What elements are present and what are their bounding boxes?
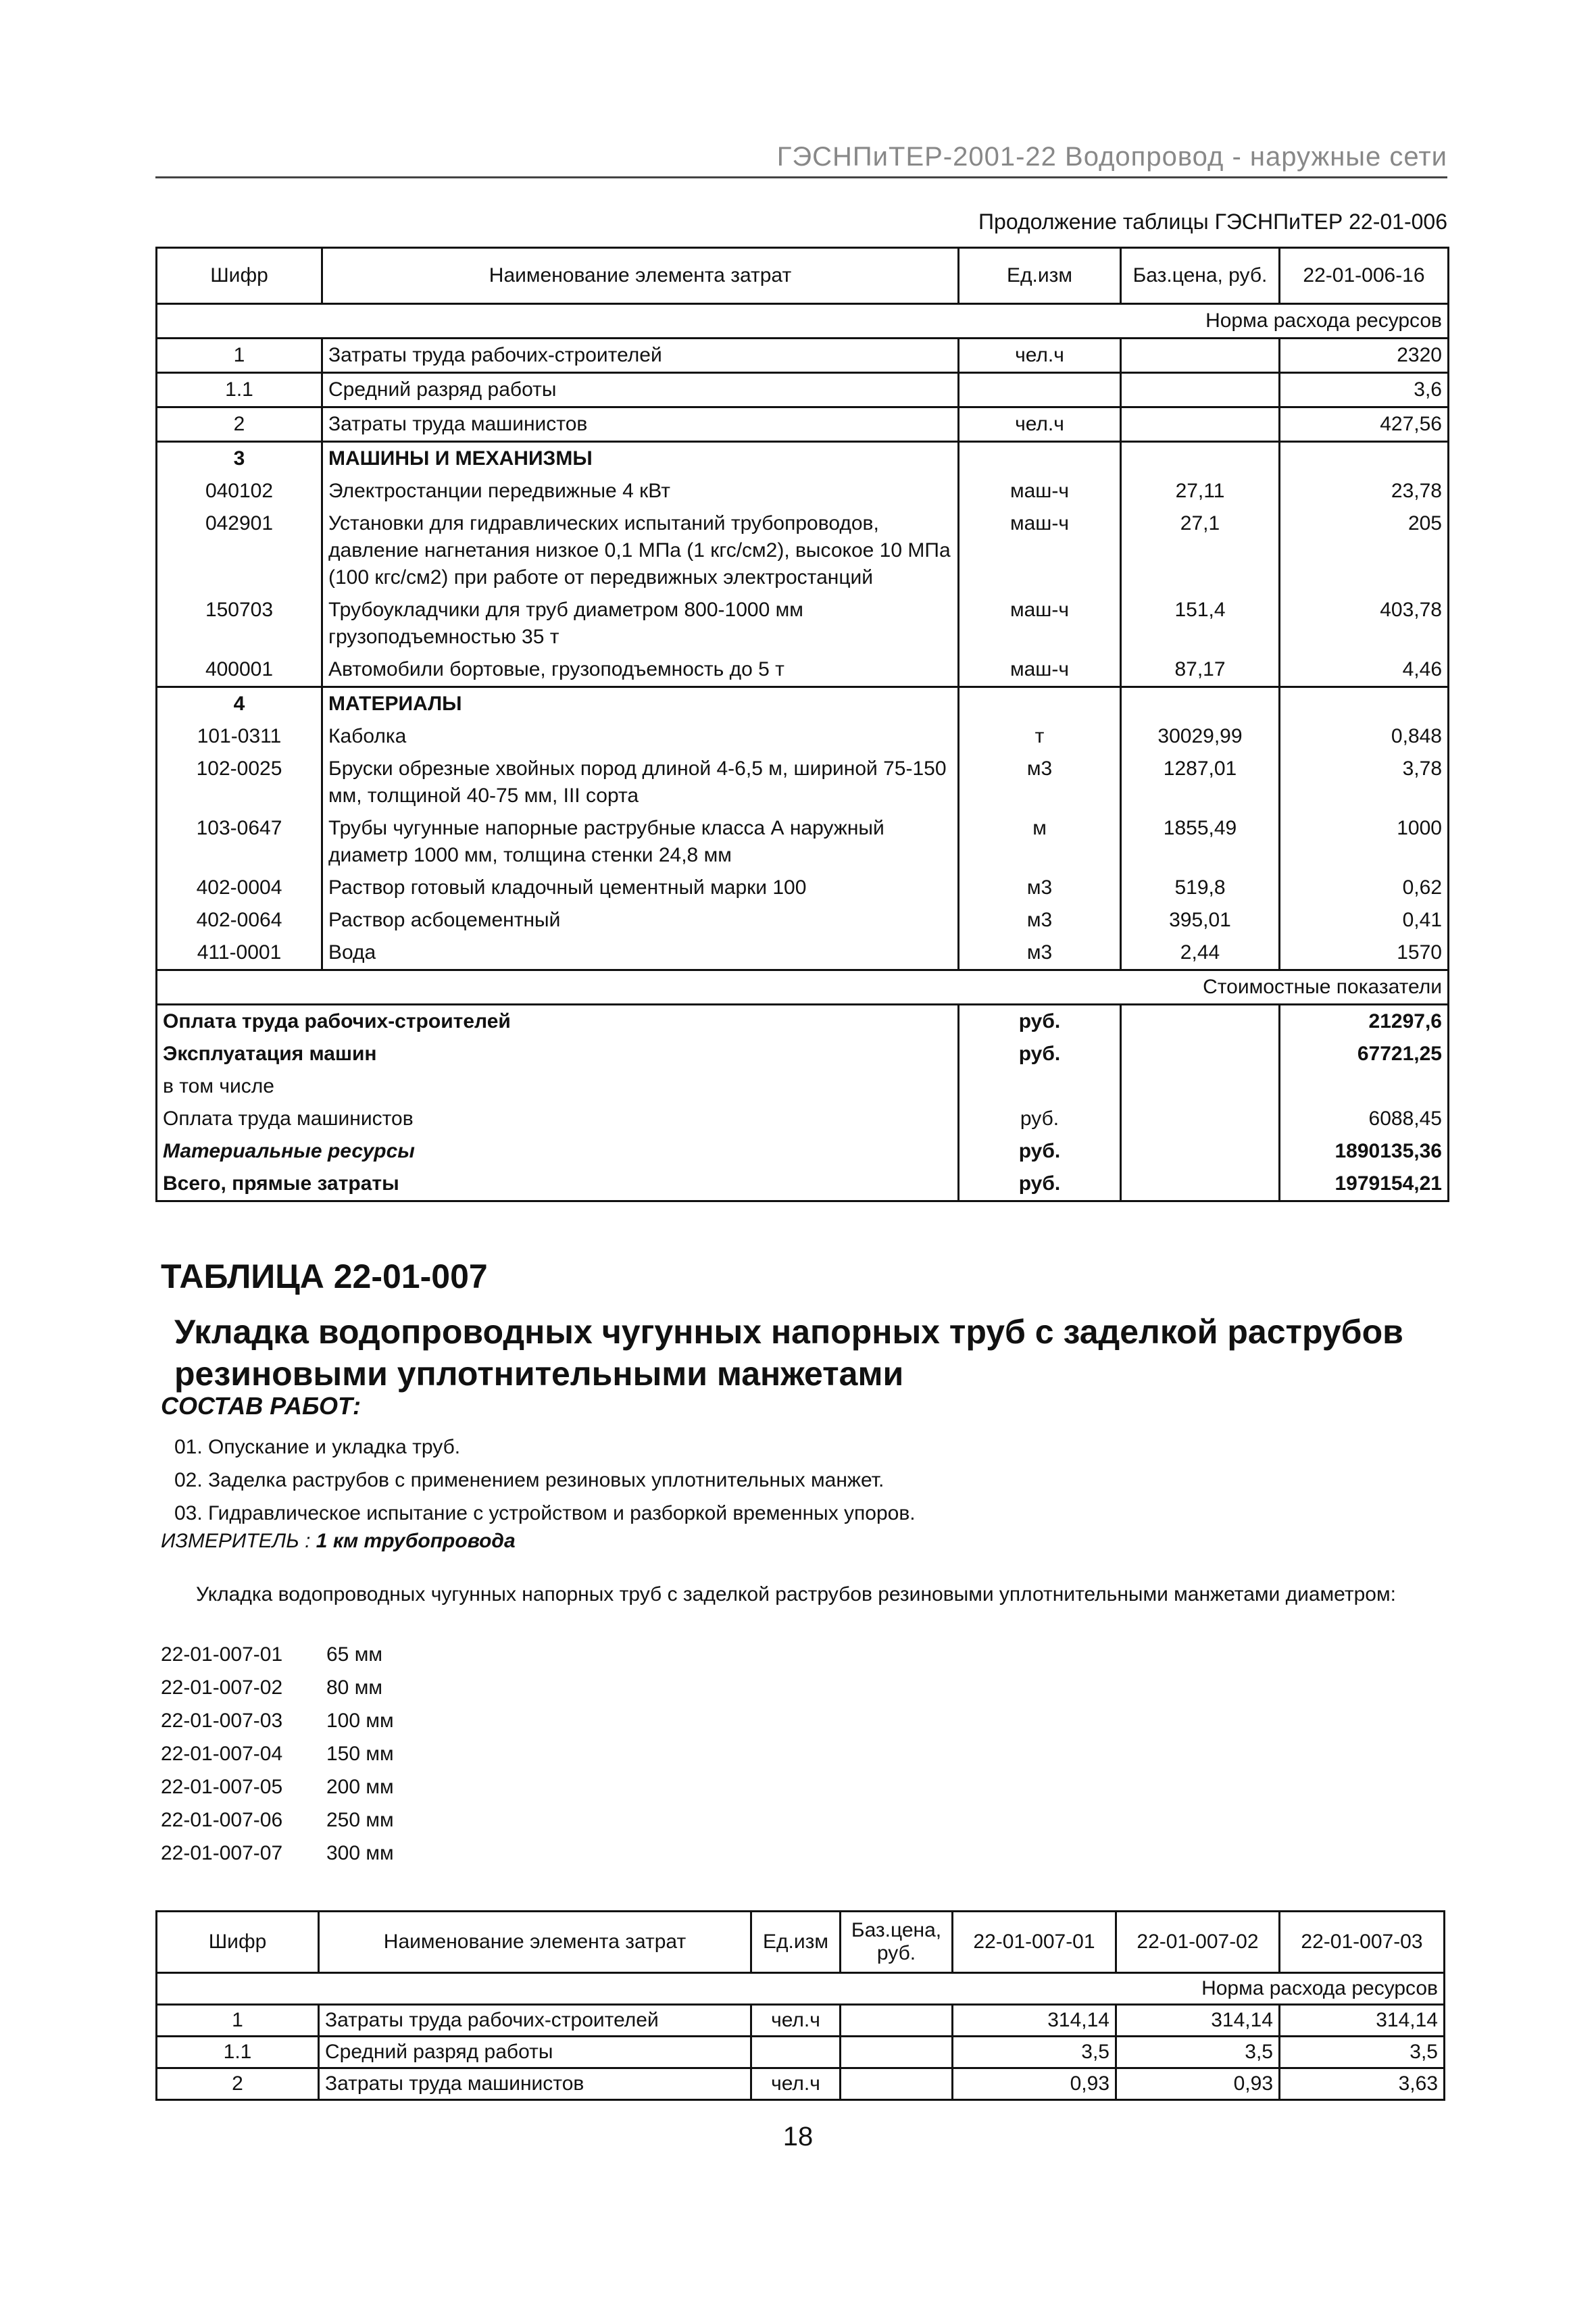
variant-list [161,1643,394,1875]
table-row: 402-0064 Раствор асбоцементный м3 395,01 0,41 [157,904,1449,937]
table-row: 2 Затраты труда машинистов чел.ч 427,56 [157,407,1449,442]
table-caption: Продолжение таблицы ГЭСНПиТЕР 22-01-006 [978,209,1447,234]
list-item: 22-01-007-02 80 мм [161,1676,382,1699]
summary-row: Всего, прямые затраты руб. 1979154,21 [157,1168,1449,1201]
col-header-code: Шифр [157,1912,319,1973]
resource-table-006 [155,247,1449,1202]
list-item: 01. Опускание и укладка труб. [174,1436,461,1458]
table-row: 400001 Автомобили бортовые, грузоподъемность до 5 т маш-ч 87,17 4,46 [157,653,1449,687]
table-row: 411-0001 Вода м3 2,44 1570 [157,937,1449,970]
col-header-name: Наименование элемента затрат [319,1912,751,1973]
composition-label: СОСТАВ РАБОТ: [161,1392,361,1420]
table-row: 1 Затраты труда рабочих-строителей чел.ч 2320 [157,339,1449,373]
meter-value: 1 км трубопровода [316,1530,516,1552]
col-header-price: Баз.цена, руб. [1121,248,1280,304]
list-item: 22-01-007-07 300 мм [161,1842,394,1864]
col-header-code: Шифр [157,248,322,304]
section-subtitle: Укладка водопроводных чугунных напорных труб с заделкой раструбов резиновыми уплотнительными манжетами [174,1313,1403,1393]
list-item: 22-01-007-06 250 мм [161,1809,394,1831]
table-row: 101-0311 Каболка т 30029,99 0,848 [157,720,1449,753]
meter-line [161,1530,516,1553]
meter-label: ИЗМЕРИТЕЛЬ : [161,1530,311,1552]
table-row: 150703 Трубоукладчики для труб диаметром 800-1000 мм грузоподъемностью 35 т маш-ч 151,4 403,78 [157,594,1449,653]
table-row: 1 Затраты труда рабочих-строителей чел.ч 314,14 314,14 314,14 [157,2005,1445,2037]
table-row: 2 Затраты труда машинистов чел.ч 0,93 0,93 3,63 [157,2068,1445,2100]
col-header-unit: Ед.изм [959,248,1121,304]
table-row: 402-0004 Раствор готовый кладочный цементный марки 100 м3 519,8 0,62 [157,872,1449,904]
table-row: 103-0647 Трубы чугунные напорные раструбные класса А наружный диаметр 1000 мм, толщина стенки 24,8 мм м 1855,49 1000 [157,812,1449,872]
col-header-variant-02: 22-01-007-02 [1116,1912,1280,1973]
col-header-price: Баз.цена, руб. [841,1912,953,1973]
table-row: 042901 Установки для гидравлических испытаний трубопроводов, давление нагнетания низкое 0,1 МПа (1 кгс/см2), высокое 10 МПа (100 кгс/см2) при работе от передвижных электростанций маш-ч 27,1 205 [157,507,1449,594]
col-header-variant-03: 22-01-007-03 [1280,1912,1445,1973]
summary-row: Оплата труда машинистов руб. 6088,45 [157,1103,1449,1135]
summary-row: Материальные ресурсы руб. 1890135,36 [157,1135,1449,1168]
norm-label: Норма расхода ресурсов [157,304,1449,339]
list-item: 03. Гидравлическое испытание с устройством и разборкой временных упоров. [174,1502,916,1524]
summary-row: в том числе [157,1070,1449,1103]
table-row: 040102 Электростанции передвижные 4 кВт маш-ч 27,11 23,78 [157,475,1449,507]
norm-label: Норма расхода ресурсов [157,1973,1445,2005]
resource-table-007 [155,1910,1445,2101]
list-item: 22-01-007-04 150 мм [161,1743,394,1765]
intro-paragraph: Укладка водопроводных чугунных напорных труб с заделкой раструбов резиновыми уплотнительными манжетами диаметром: [196,1583,1396,1605]
table-row: 102-0025 Бруски обрезные хвойных пород длиной 4-6,5 м, шириной 75-150 мм, толщиной 40-75 мм, III сорта м3 1287,01 3,78 [157,753,1449,812]
page-number: 18 [782,2122,814,2151]
col-header-unit: Ед.изм [751,1912,841,1973]
table-row: 1.1 Средний разряд работы 3,5 3,5 3,5 [157,2037,1445,2068]
table-row: 1.1 Средний разряд работы 3,6 [157,373,1449,407]
list-item: 02. Заделка раструбов с применением резиновых уплотнительных манжет. [174,1469,884,1491]
cost-label: Стоимостные показатели [157,970,1449,1005]
summary-row: Эксплуатация машин руб. 67721,25 [157,1038,1449,1070]
table-group-row: 3 МАШИНЫ И МЕХАНИЗМЫ [157,442,1449,476]
col-header-name: Наименование элемента затрат [322,248,959,304]
summary-row: Оплата труда рабочих-строителей руб. 21297,6 [157,1005,1449,1039]
list-item: 22-01-007-03 100 мм [161,1710,394,1732]
list-item: 22-01-007-01 65 мм [161,1643,382,1666]
list-item: 22-01-007-05 200 мм [161,1776,394,1798]
col-header-variant: 22-01-006-16 [1280,248,1449,304]
running-header: ГЭСНПиТЕР-2001-22 Водопровод - наружные сети [155,142,1447,178]
section-title: ТАБЛИЦА 22-01-007 [161,1258,488,1295]
table-group-row: 4 МАТЕРИАЛЫ [157,687,1449,721]
col-header-variant-01: 22-01-007-01 [953,1912,1116,1973]
work-list [174,1436,916,1535]
